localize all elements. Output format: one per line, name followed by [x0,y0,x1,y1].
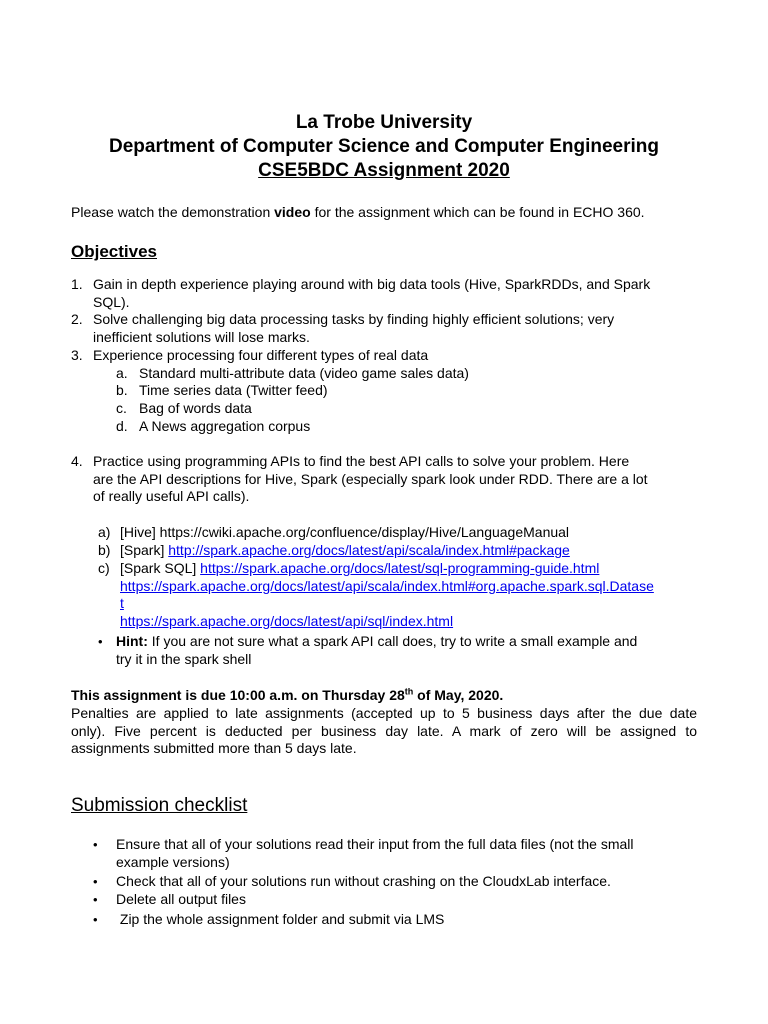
checklist-item: Zip the whole assignment folder and submit via LMS [116,911,445,927]
objective-number: 2. [71,311,83,327]
objective-number: 1. [71,276,83,292]
spark-sql-dataset-link[interactable]: https://spark.apache.org/docs/latest/api/scala/index.html#org.apache.spark.sql.Datase [120,577,654,594]
objective-item: Experience processing four different types of real data [93,347,429,363]
data-type-item: A News aggregation corpus [139,418,311,434]
objective-item: Practice using programming APIs to find the best API calls to solve your problem. Here are the API descriptions for Hive, Spark (especially spark look under RDD. There are a lot of really useful API calls). [93,453,648,504]
objective-number: 4. [71,453,83,469]
api-list-letter: b) [98,542,111,558]
bullet-icon: • [93,837,98,852]
api-list-letter: a) [98,524,111,540]
spark-sql-guide-link[interactable]: https://spark.apache.org/docs/latest/sql-programming-guide.html [200,560,600,576]
data-type-item: Bag of words data [139,400,252,416]
checklist-item: Ensure that all of your solutions read their input from the full data files (not the small example versions) [116,836,634,870]
sub-list-letter: c. [116,400,127,416]
sub-list-letter: d. [116,418,128,434]
checklist-item: Check that all of your solutions run without crashing on the CloudxLab interface. [116,873,611,889]
data-type-item: Time series data (Twitter feed) [139,382,328,398]
checklist-heading: Submission checklist [71,795,248,816]
objective-item: Solve challenging big data processing tasks by finding highly efficient solutions; very inefficient solutions will lose marks. [93,311,615,345]
sub-list-letter: b. [116,382,128,398]
bullet-icon: • [93,892,98,907]
spark-sql-dataset-link-cont[interactable]: t [120,595,124,611]
bullet-icon: • [93,912,98,927]
due-date-line: This assignment is due 10:00 a.m. on Thursday 28th of May, 2020. [71,686,504,703]
api-spark-item: [Spark] http://spark.apache.org/docs/latest/api/scala/index.html#package [120,542,570,558]
objectives-heading: Objectives [71,242,157,261]
spark-api-link[interactable]: http://spark.apache.org/docs/latest/api/scala/index.html#package [168,542,570,558]
intro-paragraph: Please watch the demonstration video for the assignment which can be found in ECHO 360. [71,204,645,220]
api-hive-text: [Hive] https://cwiki.apache.org/confluence/display/Hive/LanguageManual [120,524,570,540]
checklist-item: Delete all output files [116,891,246,907]
department-title: Department of Computer Science and Computer Engineering [108,136,660,157]
spark-sql-functions-link[interactable]: https://spark.apache.org/docs/latest/api/sql/index.html [120,612,454,629]
objective-number: 3. [71,347,83,363]
api-list-letter: c) [98,560,110,576]
university-title: La Trobe University [295,112,473,133]
api-spark-sql-item: [Spark SQL] https://spark.apache.org/docs/latest/sql-programming-guide.html https://spark.apache.org/docs/latest/api/scala/index.html#org.apache.spark.sql.Datase t https://spark.apache.org/docs/latest/api/sql/index.html [120,560,654,629]
data-type-item: Standard multi-attribute data (video game sales data) [139,365,469,381]
bullet-icon: • [98,634,103,649]
hint-text: Hint: If you are not sure what a spark API call does, try to write a small example and try it in the spark shell [116,633,638,667]
sub-list-letter: a. [116,365,128,381]
penalty-paragraph: Penalties are applied to late assignments (accepted up to 5 business days after the due date only). Five percent is deducted per business day late. A mark of zero will be assigned to assignments submitted more than 5 days late. [71,705,697,756]
assignment-title: CSE5BDC Assignment 2020 [258,160,510,181]
bullet-icon: • [93,874,98,889]
objective-item: Gain in depth experience playing around with big data tools (Hive, SparkRDDs, and Spark SQL). [93,276,651,310]
